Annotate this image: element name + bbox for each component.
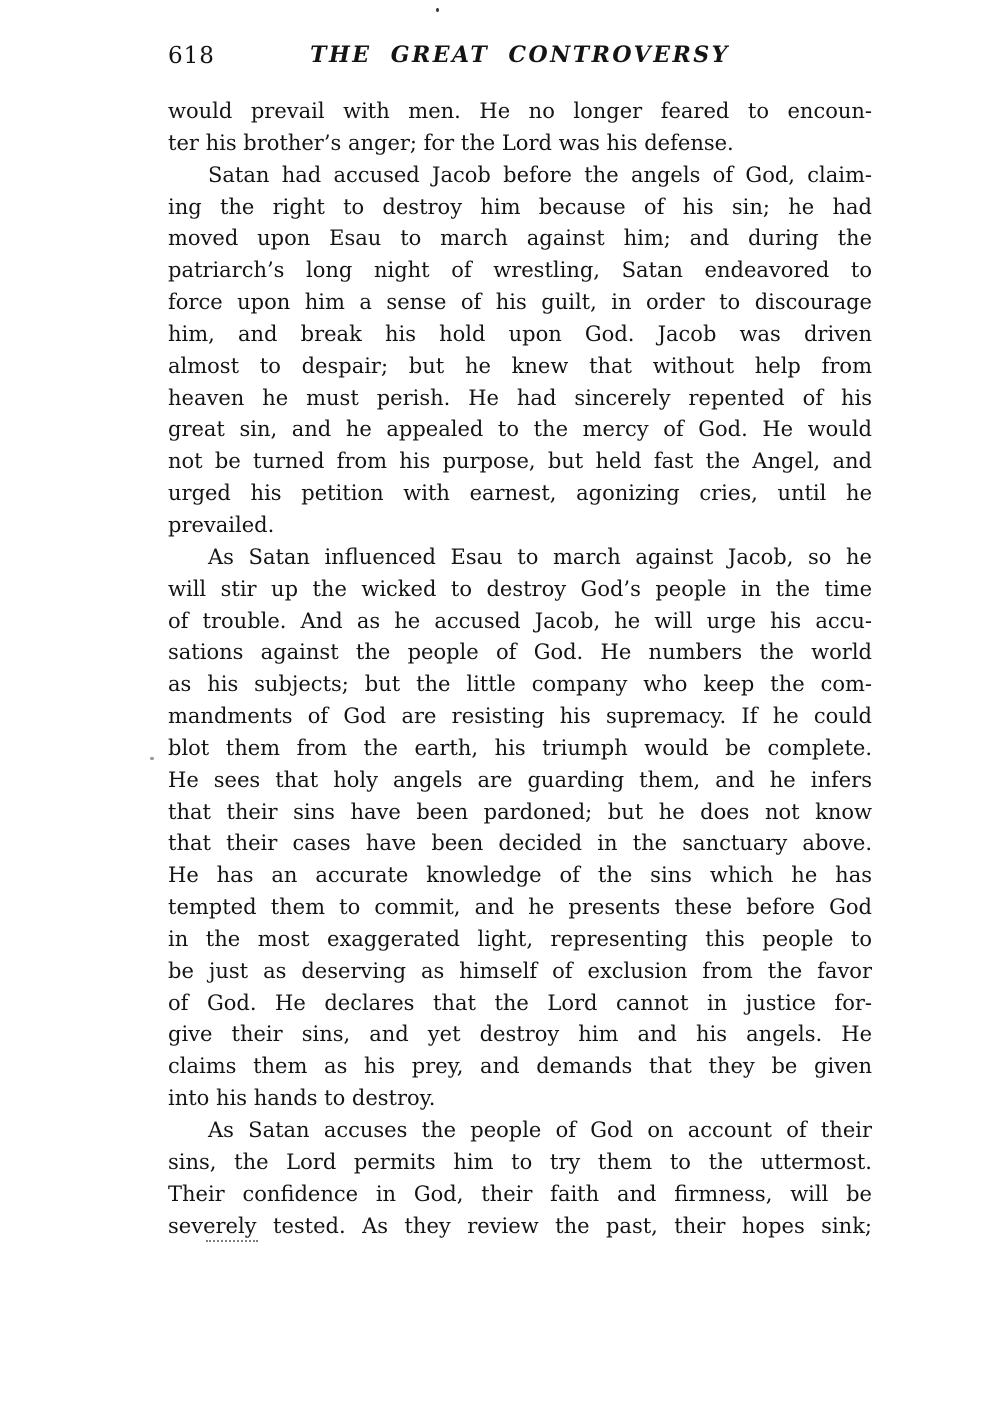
text-line: He has an accurate knowledge of the sins which he has [168,863,872,888]
paragraph [168,96,872,160]
text-line: blot them from the earth, his triumph would be complete. [168,735,872,760]
text-line: heaven he must perish. He had sincerely repented of his [168,385,872,410]
text-line: as his subjects; but the little company who keep the com- [168,672,872,697]
text-line: moved upon Esau to march against him; and during the [168,226,872,251]
text-line: Their confidence in God, their faith and firmness, will be [168,1181,872,1206]
text-line: ing the right to destroy him because of his sin; he had [168,194,872,219]
text-line: that their sins have been pardoned; but he does not know [168,799,872,824]
running-header [168,42,872,72]
text-line: will stir up the wicked to destroy God’s people in the time [168,576,872,601]
text-line: force upon him a sense of his guilt, in order to discourage [168,290,872,315]
text-line: As Satan accuses the people of God on account of their [208,1118,872,1142]
paragraph [168,542,872,1115]
text-line: Satan had accused Jacob before the angels of God, claim- [208,162,872,187]
text-line: prevailed. [168,512,275,537]
text-line: would prevail with men. He no longer feared to encoun- [168,99,872,123]
scan-artifact [150,757,154,760]
text-line: sins, the Lord permits him to try them to the uttermost. [168,1149,872,1174]
text-line: sations against the people of God. He numbers the world [168,640,872,665]
paragraph [168,1115,872,1242]
text-line: He sees that holy angels are guarding them, and he infers [168,767,872,792]
text-line: give their sins, and yet destroy him and his angels. He [168,1022,872,1047]
scan-artifact [436,8,439,12]
text-line: not be turned from his purpose, but held fast the Angel, and [168,449,872,474]
text-line: severely tested. As they review the past, their hopes sink; [168,1213,872,1238]
text-line: of trouble. And as he accused Jacob, he will urge his accu- [168,608,872,633]
text-line: ter his brother’s anger; for the Lord was his defense. [168,130,734,155]
text-line: that their cases have been decided in the sanctuary above. [168,831,872,856]
text-line: great sin, and he appealed to the mercy of God. He would [168,417,872,442]
text-line: urged his petition with earnest, agonizing cries, until he [168,481,872,506]
page-body [168,96,872,1242]
text-line: in the most exaggerated light, representing this people to [168,926,872,951]
text-line: him, and break his hold upon God. Jacob was driven [168,321,872,346]
text-line: tempted them to commit, and he presents these before God [168,895,872,920]
text-line: As Satan influenced Esau to march against Jacob, so he [208,544,872,569]
text-line: claims them as his prey, and demands that they be given [168,1054,872,1079]
text-line: of God. He declares that the Lord cannot in justice for- [168,990,872,1015]
running-title: THE GREAT CONTROVERSY [310,42,730,68]
text-line: be just as deserving as himself of exclusion from the favor [168,958,872,983]
text-line: into his hands to destroy. [168,1086,436,1111]
text-line: almost to despair; but he knew that without help from [168,353,872,378]
page-number: 618 [168,43,215,69]
paragraph [168,160,872,542]
text-line: mandments of God are resisting his supremacy. If he could [168,704,872,729]
text-line: patriarch’s long night of wrestling, Satan endeavored to [168,258,872,283]
